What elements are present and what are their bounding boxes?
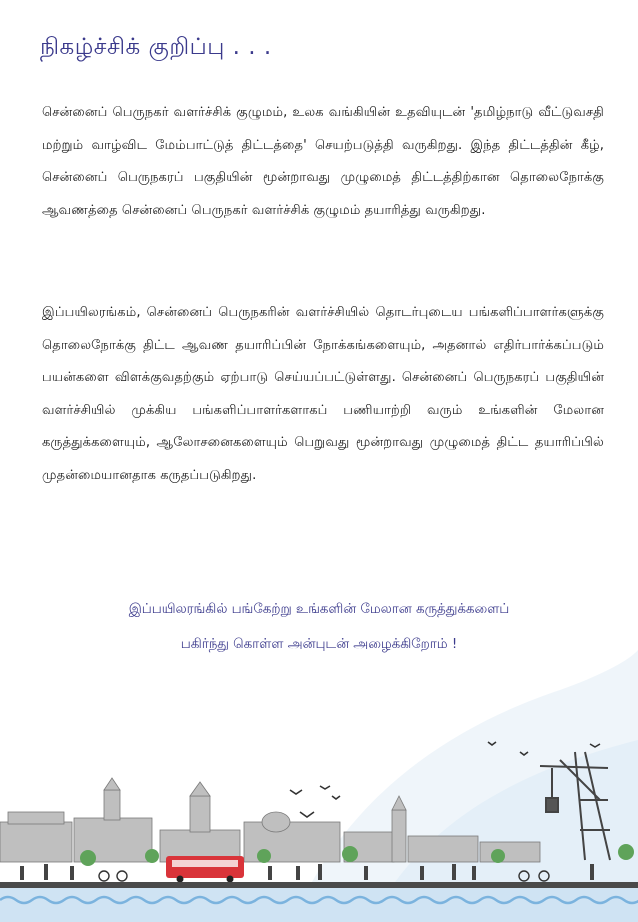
chennai-cityscape-illustration bbox=[0, 650, 638, 922]
workshop-paragraph: இப்பயிலரங்கம், சென்னைப் பெருநகரின் வளர்ச்சியில் தொடர்புடைய பங்களிப்பாளர்களுக்கு தொலைநோக்கு திட்ட ஆவண தயாரிப்பின் நோக்கங்களையும், அதனால் எதிர்பார்க்கப்படும் பயன்களை விளக்குவதற்கும் ஏற்பாடு செய்யப்பட்டுள்ளது. சென்னைப் பெருநகரப் பகுதியின் வளர்ச்சியில் முக்கிய பங்களிப்பாளர்களாகப் பணியாற்றி வரும் உங்களின் மேலான கருத்துக்களையும், ஆலோசனைகளையும் பெறுவது மூன்றாவது முழுமைத் திட்ட தயாரிப்பில் முதன்மையானதாக கருதப்படுகிறது. bbox=[42, 305, 604, 483]
red-bus bbox=[166, 856, 244, 883]
invitation-line-2: பகிர்ந்து கொள்ள அன்புடன் அழைக்கிறோம் ! bbox=[180, 637, 458, 652]
road bbox=[0, 882, 638, 888]
water bbox=[0, 888, 638, 922]
invitation-line-1: இப்பயிலரங்கில் பங்கேற்று உங்களின் மேலான கருத்துக்களைப் bbox=[128, 602, 510, 617]
page-title: நிகழ்ச்சிக் குறிப்பு . . . bbox=[40, 34, 272, 60]
intro-paragraph: சென்னைப் பெருநகர் வளர்ச்சிக் குழுமம், உலக வங்கியின் உதவியுடன் 'தமிழ்நாடு வீட்டுவசதி மற்றும் வாழ்விட மேம்பாட்டுத் திட்டத்தை' செயற்படுத்தி வருகிறது. இந்த திட்டத்தின் கீழ், சென்னைப் பெருநகரப் பகுதியின் மூன்றாவது முழுமைத் திட்டத்திற்கான தொலைநோக்கு ஆவணத்தை சென்னைப் பெருநகர் வளர்ச்சிக் குழுமம் தயாரித்து வருகிறது. bbox=[42, 105, 604, 218]
